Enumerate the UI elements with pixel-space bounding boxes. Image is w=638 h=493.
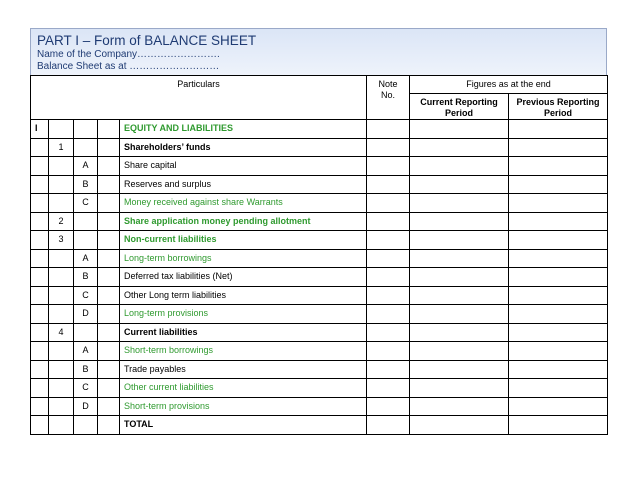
- row-particulars: Short-term borrowings: [120, 342, 367, 361]
- row-previous-period: [509, 268, 608, 287]
- row-roman-number: [31, 379, 49, 398]
- figures-header: Figures as at the end: [410, 76, 608, 94]
- row-sub-letter: A: [74, 249, 98, 268]
- form-header: [30, 28, 607, 75]
- row-spacer-cell: [98, 305, 120, 324]
- row-note-no: [367, 397, 410, 416]
- row-spacer-cell: [98, 212, 120, 231]
- row-roman-number: [31, 268, 49, 287]
- row-item-number: 4: [49, 323, 74, 342]
- row-particulars: Other current liabilities: [120, 379, 367, 398]
- row-particulars: TOTAL: [120, 416, 367, 435]
- row-roman-number: [31, 416, 49, 435]
- row-item-number: [49, 249, 74, 268]
- row-note-no: [367, 231, 410, 250]
- row-note-no: [367, 120, 410, 139]
- row-previous-period: [509, 360, 608, 379]
- row-particulars: Short-term provisions: [120, 397, 367, 416]
- row-item-number: [49, 305, 74, 324]
- row-item-number: [49, 120, 74, 139]
- row-current-period: [410, 360, 509, 379]
- table-row: [31, 175, 608, 194]
- row-current-period: [410, 342, 509, 361]
- row-particulars: Long-term borrowings: [120, 249, 367, 268]
- row-current-period: [410, 305, 509, 324]
- row-previous-period: [509, 416, 608, 435]
- balance-sheet-date-line: Balance Sheet as at ………………………: [37, 61, 220, 72]
- row-spacer-cell: [98, 416, 120, 435]
- company-name-line: Name of the Company…………………….: [37, 49, 220, 60]
- table-row: [31, 305, 608, 324]
- row-current-period: [410, 212, 509, 231]
- row-previous-period: [509, 397, 608, 416]
- row-spacer-cell: [98, 138, 120, 157]
- table-row: [31, 268, 608, 287]
- row-roman-number: [31, 138, 49, 157]
- row-roman-number: [31, 194, 49, 213]
- row-roman-number: I: [31, 120, 49, 139]
- row-item-number: [49, 342, 74, 361]
- row-particulars: Shareholders’ funds: [120, 138, 367, 157]
- row-note-no: [367, 360, 410, 379]
- row-current-period: [410, 397, 509, 416]
- row-current-period: [410, 323, 509, 342]
- row-spacer-cell: [98, 194, 120, 213]
- row-note-no: [367, 305, 410, 324]
- table-row: [31, 120, 608, 139]
- row-particulars: Other Long term liabilities: [120, 286, 367, 305]
- row-roman-number: [31, 212, 49, 231]
- row-current-period: [410, 416, 509, 435]
- row-note-no: [367, 175, 410, 194]
- row-note-no: [367, 323, 410, 342]
- row-previous-period: [509, 305, 608, 324]
- row-previous-period: [509, 194, 608, 213]
- table-row: [31, 397, 608, 416]
- row-particulars: Deferred tax liabilities (Net): [120, 268, 367, 287]
- row-current-period: [410, 231, 509, 250]
- row-sub-letter: C: [74, 379, 98, 398]
- row-note-no: [367, 268, 410, 287]
- particulars-header: Particulars: [31, 76, 367, 120]
- row-sub-letter: [74, 231, 98, 250]
- row-current-period: [410, 157, 509, 176]
- row-previous-period: [509, 231, 608, 250]
- row-spacer-cell: [98, 231, 120, 250]
- row-previous-period: [509, 249, 608, 268]
- row-current-period: [410, 379, 509, 398]
- row-current-period: [410, 175, 509, 194]
- row-particulars: Non-current liabilities: [120, 231, 367, 250]
- table-row: [31, 416, 608, 435]
- row-sub-letter: [74, 120, 98, 139]
- row-spacer-cell: [98, 157, 120, 176]
- row-sub-letter: [74, 138, 98, 157]
- row-current-period: [410, 194, 509, 213]
- balance-sheet-table: [30, 75, 608, 435]
- row-previous-period: [509, 286, 608, 305]
- row-particulars: Current liabilities: [120, 323, 367, 342]
- row-spacer-cell: [98, 249, 120, 268]
- row-previous-period: [509, 120, 608, 139]
- row-previous-period: [509, 138, 608, 157]
- row-roman-number: [31, 286, 49, 305]
- row-roman-number: [31, 342, 49, 361]
- previous-period-header: Previous Reporting Period: [509, 94, 608, 120]
- row-item-number: 3: [49, 231, 74, 250]
- row-current-period: [410, 268, 509, 287]
- row-particulars: Reserves and surplus: [120, 175, 367, 194]
- row-spacer-cell: [98, 379, 120, 398]
- row-sub-letter: D: [74, 397, 98, 416]
- row-note-no: [367, 138, 410, 157]
- row-previous-period: [509, 323, 608, 342]
- table-row: [31, 379, 608, 398]
- row-spacer-cell: [98, 397, 120, 416]
- row-current-period: [410, 120, 509, 139]
- row-item-number: [49, 286, 74, 305]
- form-title: PART I – Form of BALANCE SHEET: [37, 33, 257, 48]
- row-roman-number: [31, 157, 49, 176]
- row-item-number: [49, 397, 74, 416]
- row-spacer-cell: [98, 286, 120, 305]
- row-sub-letter: A: [74, 342, 98, 361]
- table-row: [31, 360, 608, 379]
- row-particulars: Share application money pending allotment: [120, 212, 367, 231]
- row-spacer-cell: [98, 268, 120, 287]
- row-spacer-cell: [98, 120, 120, 139]
- row-sub-letter: [74, 212, 98, 231]
- row-sub-letter: C: [74, 286, 98, 305]
- row-item-number: [49, 175, 74, 194]
- row-sub-letter: B: [74, 360, 98, 379]
- row-spacer-cell: [98, 360, 120, 379]
- table-row: [31, 249, 608, 268]
- row-spacer-cell: [98, 323, 120, 342]
- table-row: [31, 231, 608, 250]
- row-roman-number: [31, 231, 49, 250]
- row-roman-number: [31, 305, 49, 324]
- row-item-number: [49, 194, 74, 213]
- row-sub-letter: B: [74, 268, 98, 287]
- row-note-no: [367, 249, 410, 268]
- row-previous-period: [509, 157, 608, 176]
- row-previous-period: [509, 175, 608, 194]
- balance-sheet-form: [30, 28, 607, 435]
- table-row: [31, 138, 608, 157]
- row-previous-period: [509, 379, 608, 398]
- row-previous-period: [509, 212, 608, 231]
- row-previous-period: [509, 342, 608, 361]
- row-item-number: [49, 157, 74, 176]
- row-note-no: [367, 286, 410, 305]
- table-row: [31, 342, 608, 361]
- row-note-no: [367, 416, 410, 435]
- row-sub-letter: [74, 416, 98, 435]
- row-sub-letter: C: [74, 194, 98, 213]
- table-row: [31, 212, 608, 231]
- row-item-number: 1: [49, 138, 74, 157]
- row-spacer-cell: [98, 175, 120, 194]
- row-spacer-cell: [98, 342, 120, 361]
- row-item-number: [49, 360, 74, 379]
- current-period-header: Current Reporting Period: [410, 94, 509, 120]
- row-note-no: [367, 379, 410, 398]
- row-current-period: [410, 286, 509, 305]
- row-particulars: EQUITY AND LIABILITIES: [120, 120, 367, 139]
- row-sub-letter: D: [74, 305, 98, 324]
- row-sub-letter: [74, 323, 98, 342]
- table-header-row-1: [31, 76, 608, 94]
- row-note-no: [367, 157, 410, 176]
- row-item-number: [49, 416, 74, 435]
- row-item-number: 2: [49, 212, 74, 231]
- row-roman-number: [31, 249, 49, 268]
- row-current-period: [410, 249, 509, 268]
- row-sub-letter: A: [74, 157, 98, 176]
- row-particulars: Trade payables: [120, 360, 367, 379]
- row-roman-number: [31, 397, 49, 416]
- table-row: [31, 286, 608, 305]
- row-note-no: [367, 194, 410, 213]
- row-roman-number: [31, 323, 49, 342]
- row-current-period: [410, 138, 509, 157]
- row-particulars: Money received against share Warrants: [120, 194, 367, 213]
- table-row: [31, 157, 608, 176]
- row-note-no: [367, 212, 410, 231]
- note-no-header: Note No.: [367, 76, 410, 120]
- row-roman-number: [31, 360, 49, 379]
- row-sub-letter: B: [74, 175, 98, 194]
- row-item-number: [49, 268, 74, 287]
- row-roman-number: [31, 175, 49, 194]
- row-particulars: Long-term provisions: [120, 305, 367, 324]
- row-particulars: Share capital: [120, 157, 367, 176]
- table-row: [31, 323, 608, 342]
- row-item-number: [49, 379, 74, 398]
- table-row: [31, 194, 608, 213]
- row-note-no: [367, 342, 410, 361]
